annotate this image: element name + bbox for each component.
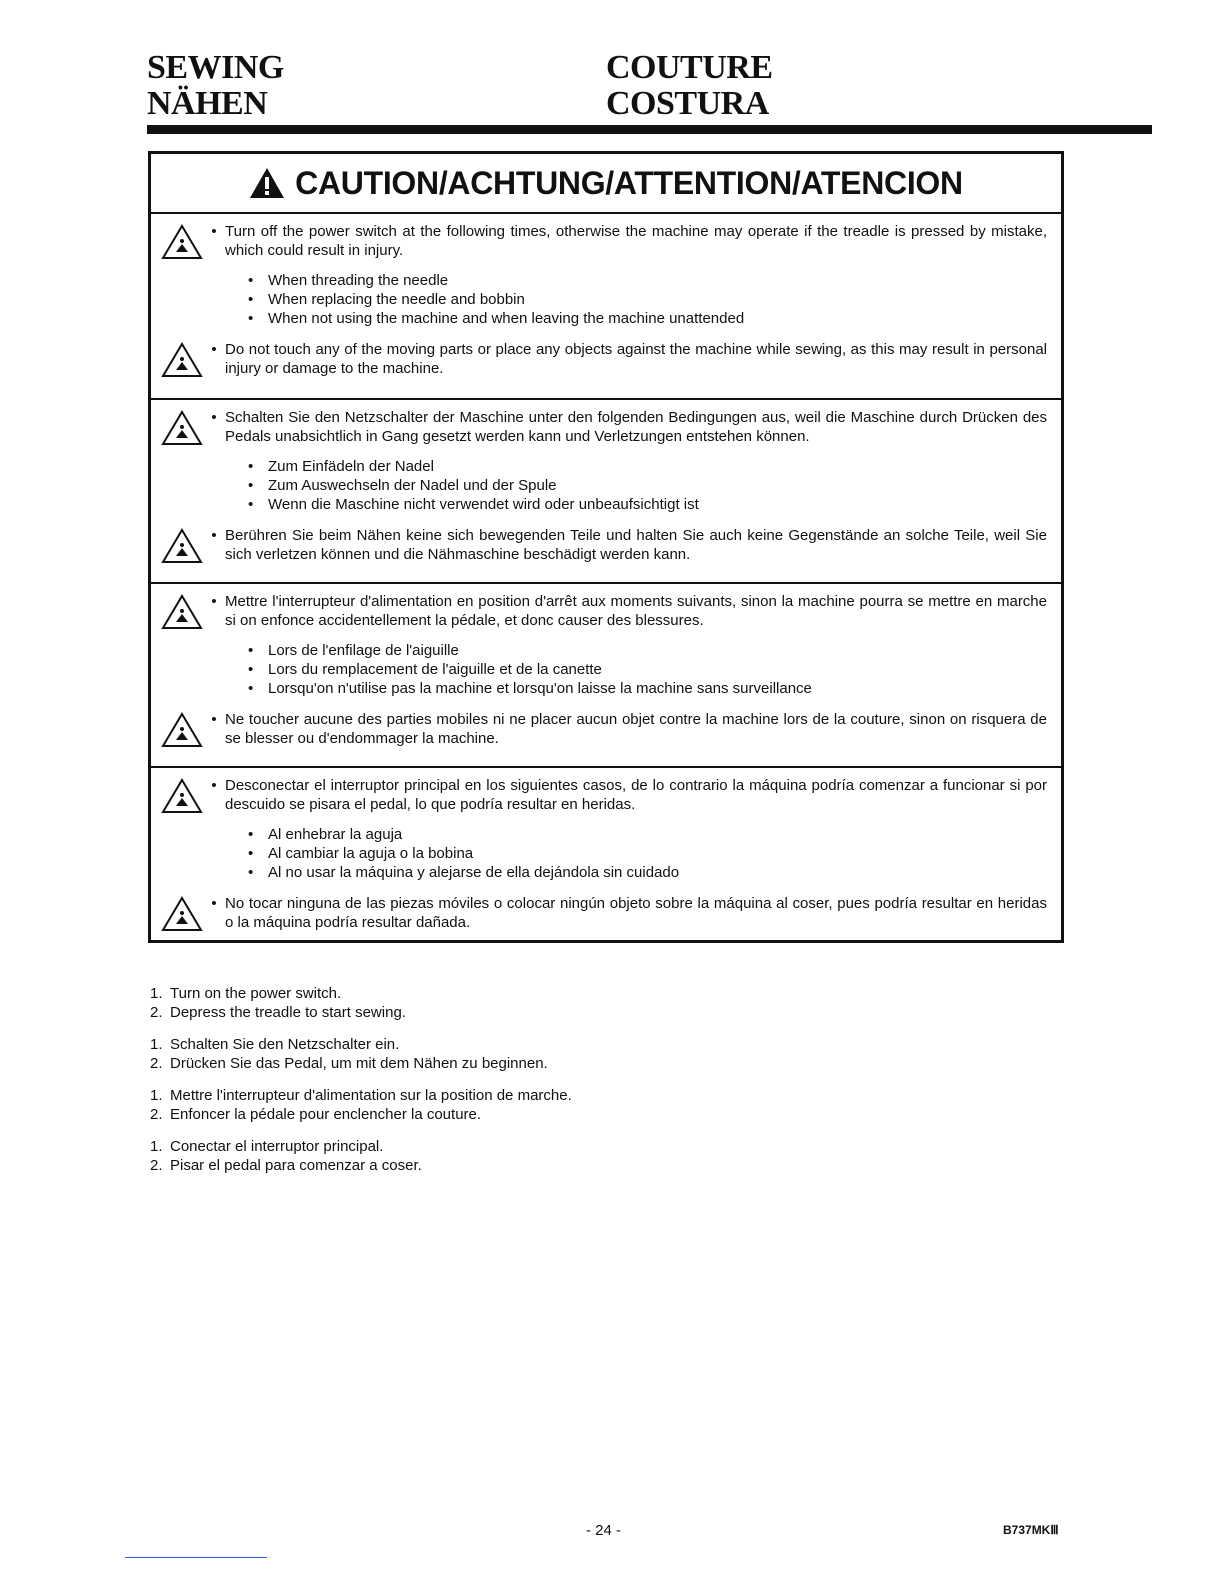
warning-item (161, 526, 1051, 564)
hand-hazard-warning-icon (161, 224, 203, 260)
hand-hazard-warning-icon (161, 778, 203, 814)
header-title-costura: COSTURA (606, 85, 769, 122)
warning-text: Do not touch any of the moving parts or place any objects against the machine while sewing, as this may result in personal injury or damage to the machine. (225, 341, 1047, 377)
list-item: • Al no usar la máquina y alejarse de ella dejándola sin cuidado (248, 863, 1051, 882)
step-number: 2. (150, 1055, 163, 1072)
steps-es (150, 1137, 422, 1175)
caution-section-de (151, 400, 1061, 584)
step-item (150, 1156, 422, 1175)
warning-text: Berühren Sie beim Nähen keine sich bewegenden Teile und halten Sie auch keine Gegenstände an solche Teile, weil Sie sich verletzen können und die Nähmaschine beschädigt werden kann. (225, 527, 1047, 563)
step-item (150, 1003, 406, 1022)
warning-text: Desconectar el interruptor principal en los siguientes casos, de lo contrario la máquina podría comenzar a funcionar si por descuido se pisara el pedal, lo que podría resultar en heridas. (225, 777, 1047, 813)
sub-list (248, 825, 1051, 882)
sub-list (248, 641, 1051, 698)
warning-text: Ne toucher aucune des parties mobiles ni ne placer aucun objet contre la machine lors de la couture, sinon on risquera de se blesser ou d'endommager la machine. (225, 711, 1047, 747)
step-number: 1. (150, 1138, 163, 1155)
steps-de (150, 1035, 548, 1073)
step-text: Depress the treadle to start sewing. (170, 1004, 406, 1021)
warning-item (161, 776, 1051, 814)
header-right (606, 50, 773, 122)
step-number: 1. (150, 985, 163, 1002)
bullet: • (211, 223, 217, 240)
step-text: Turn on the power switch. (170, 985, 342, 1002)
sub-list (248, 271, 1051, 328)
list-item: • Lorsqu'on n'utilise pas la machine et lorsqu'on laisse la machine sans surveillance (248, 679, 1051, 698)
step-text: Enfoncer la pédale pour enclencher la couture. (170, 1106, 482, 1123)
hand-hazard-warning-icon (161, 410, 203, 446)
steps-fr (150, 1086, 572, 1124)
list-item: • Zum Einfädeln der Nadel (248, 457, 1051, 476)
caution-title (151, 154, 1061, 214)
hand-hazard-warning-icon (161, 896, 203, 932)
header-title-naehen: NÄHEN (147, 85, 268, 122)
step-item (150, 1105, 572, 1124)
warning-text: Schalten Sie den Netzschalter der Maschine unter den folgenden Bedingungen aus, weil die Maschine durch Drücken des Pedals unabsichtlich in Gang gesetzt werden kann und Verletzungen entstehen können. (225, 409, 1047, 445)
step-text: Schalten Sie den Netzschalter ein. (170, 1036, 400, 1053)
caution-box (148, 151, 1064, 943)
hand-hazard-warning-icon (161, 712, 203, 748)
warning-text: No tocar ninguna de las piezas móviles o colocar ningún objeto sobre la máquina al coser, pues podría resultar en heridas o la máquina podría resultar dañada. (225, 895, 1047, 931)
caution-section-es (151, 768, 1061, 943)
warning-text: Mettre l'interrupteur d'alimentation en position d'arrêt aux moments suivants, sinon la machine pourra se mettre en marche si on enfonce accidentellement la pédale, et donc causer des blessures. (225, 593, 1047, 629)
bullet: • (211, 527, 217, 544)
hand-hazard-warning-icon (161, 528, 203, 564)
list-item: • Lors de l'enfilage de l'aiguille (248, 641, 1051, 660)
step-number: 2. (150, 1004, 163, 1021)
warning-item (161, 592, 1051, 630)
step-item (150, 1035, 548, 1054)
warning-item (161, 894, 1051, 932)
list-item: • Al enhebrar la aguja (248, 825, 1051, 844)
step-number: 2. (150, 1157, 163, 1174)
step-number: 1. (150, 1036, 163, 1053)
warning-item (161, 222, 1051, 260)
sub-list (248, 457, 1051, 514)
step-item (150, 1137, 422, 1156)
page-number: - 24 - (586, 1522, 622, 1539)
list-item: • Al cambiar la aguja o la bobina (248, 844, 1051, 863)
model-code: B737MKⅢ (1003, 1523, 1059, 1537)
bullet: • (211, 711, 217, 728)
list-item: • Wenn die Maschine nicht verwendet wird oder unbeaufsichtigt ist (248, 495, 1051, 514)
step-number: 2. (150, 1106, 163, 1123)
bullet: • (211, 409, 217, 426)
step-number: 1. (150, 1087, 163, 1104)
caution-title-text: CAUTION/ACHTUNG/ATTENTION/ATENCION (295, 164, 963, 201)
bullet: • (211, 341, 217, 358)
header-left (147, 50, 284, 122)
step-text: Drücken Sie das Pedal, um mit dem Nähen zu beginnen. (170, 1055, 548, 1072)
steps-en (150, 984, 406, 1022)
warning-text: Turn off the power switch at the following times, otherwise the machine may operate if the treadle is pressed by mistake, which could result in injury. (225, 223, 1047, 259)
warning-triangle-icon (249, 167, 285, 199)
bullet: • (211, 895, 217, 912)
hand-hazard-warning-icon (161, 342, 203, 378)
list-item: • Lors du remplacement de l'aiguille et de la canette (248, 660, 1051, 679)
list-item: • Zum Auswechseln der Nadel und der Spule (248, 476, 1051, 495)
caution-section-fr (151, 584, 1061, 768)
header-title-couture: COUTURE (606, 49, 773, 86)
caution-section-en (151, 214, 1061, 400)
list-item: • When replacing the needle and bobbin (248, 290, 1051, 309)
step-item (150, 1086, 572, 1105)
footer-divider (125, 1557, 267, 1558)
warning-item (161, 340, 1051, 378)
bullet: • (211, 777, 217, 794)
header-title-sewing: SEWING (147, 49, 284, 86)
list-item: • When threading the needle (248, 271, 1051, 290)
step-item (150, 984, 406, 1003)
step-text: Pisar el pedal para comenzar a coser. (170, 1157, 422, 1174)
step-item (150, 1054, 548, 1073)
hand-hazard-warning-icon (161, 594, 203, 630)
step-text: Mettre l'interrupteur d'alimentation sur la position de marche. (170, 1087, 572, 1104)
warning-item (161, 408, 1051, 446)
list-item: • When not using the machine and when leaving the machine unattended (248, 309, 1051, 328)
warning-item (161, 710, 1051, 748)
bullet: • (211, 593, 217, 610)
header-rule (147, 125, 1152, 134)
step-text: Conectar el interruptor principal. (170, 1138, 384, 1155)
